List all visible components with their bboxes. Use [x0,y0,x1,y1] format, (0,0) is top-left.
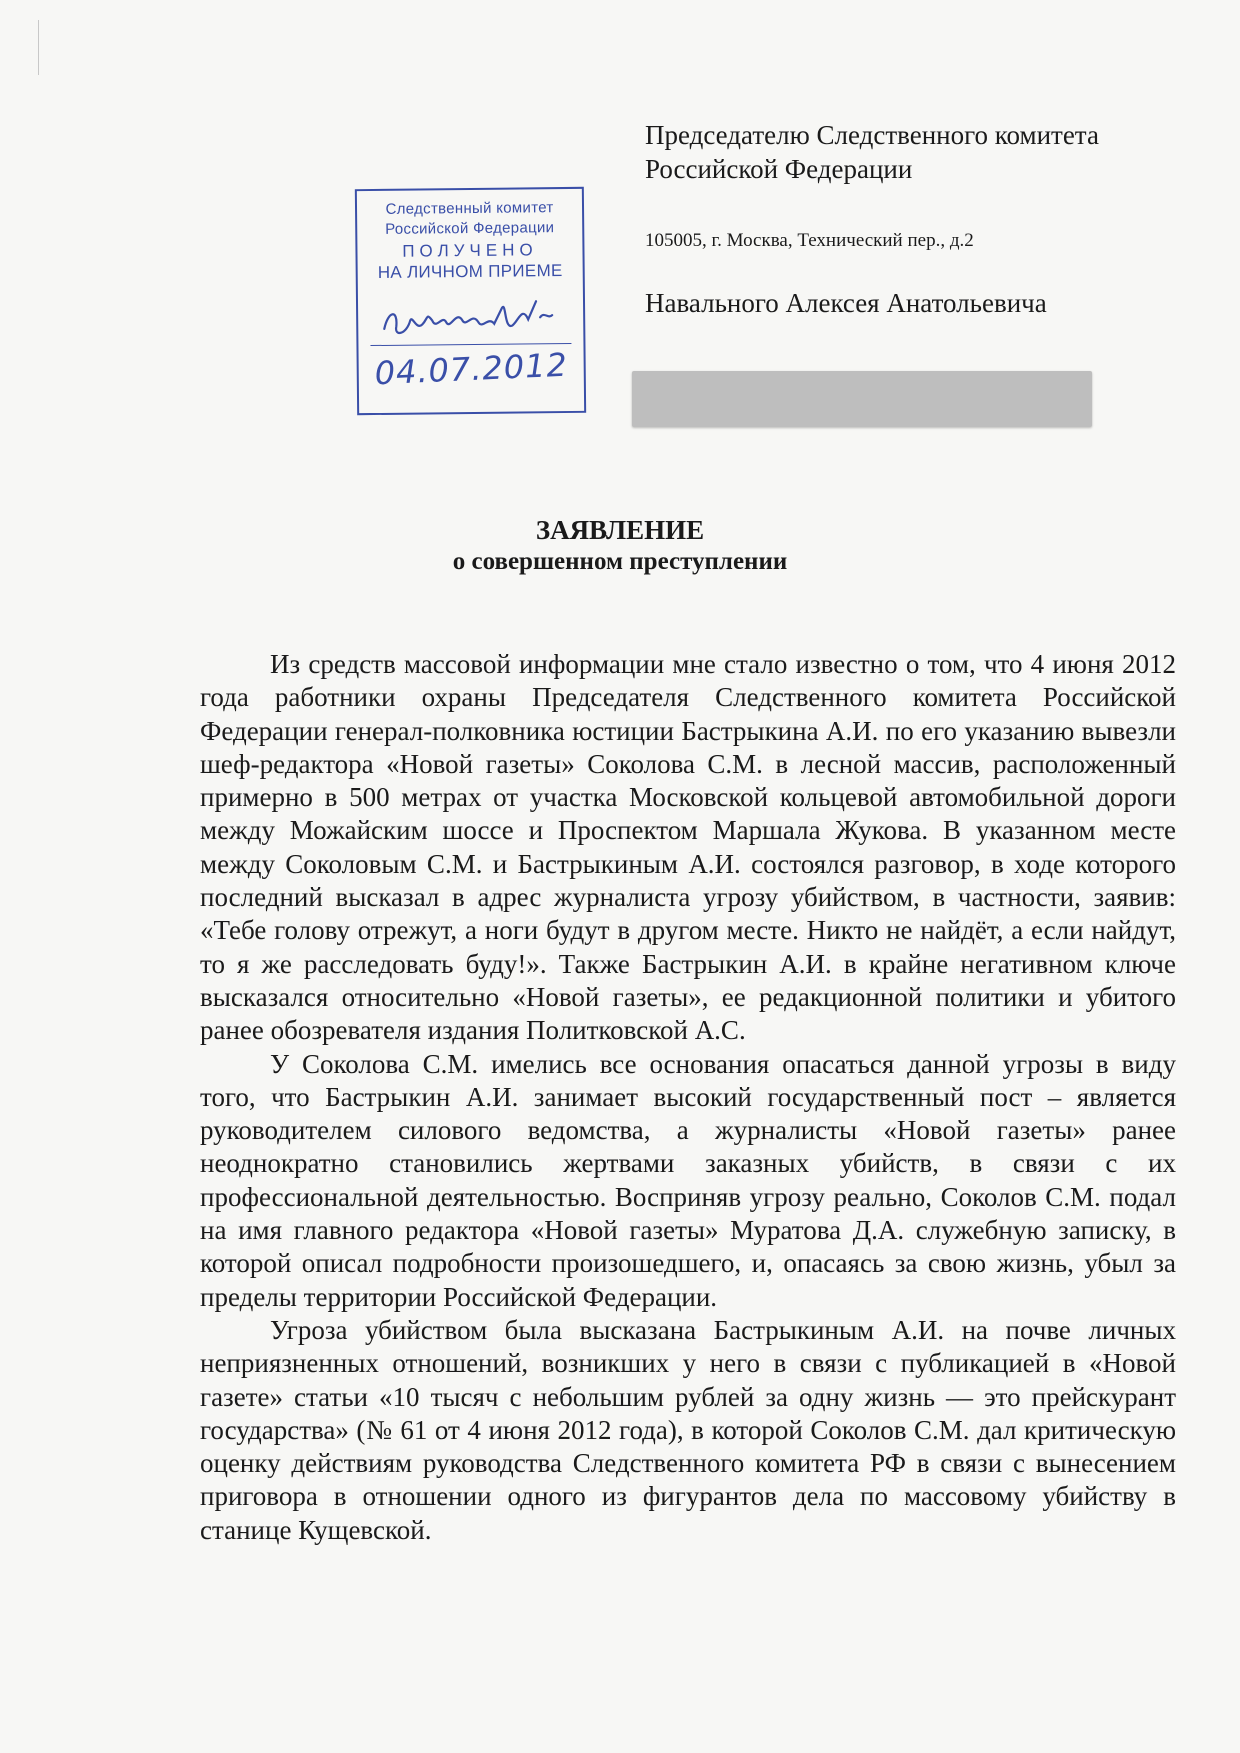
paragraph-3: Угроза убийством была высказана Бастрыкиным А.И. на почве личных неприязненных отношений, возникших у него в связи с публикацией в «Новой газете» статьи «10 тысяч с небольшим рублей за одну жизнь — это прейскурант государства» (№ 61 от 4 июня 2012 года), в которой Соколов С.М. дал критическую оценку действиям руководства Следственного комитета РФ в связи с вынесением приговора в отношении одного из фигурантов дела по массовому убийству в станице Кущевской. [200,1314,1176,1545]
stamp-date: 04.07.2012 [373,345,569,393]
document-subtitle: о совершенном преступлении [452,548,788,575]
document-title: ЗАЯВЛЕНИЕ [535,515,705,545]
recipient-line-1: Председателю Следственного комитета [645,120,1099,150]
paragraph-2: У Соколова С.М. имелись все основания опасаться данной угрозы в виду того, что Бастрыкин А.И. занимает высокий государственный пост – является руководителем силового ведомства, а журналисты «Новой газеты» ранее неоднократно становились жертвами заказных убийств, в связи с их профессиональной деятельностью. Восприняв угрозу реально, Соколов С.М. подал на имя главного редактора «Новой газеты» Муратова Д.А. служебную записку, в которой описал подробности произошедшего, и, опасаясь за свою жизнь, убыл за пределы территории Российской Федерации. [200,1048,1176,1312]
statement-body [200,648,1176,1547]
recipient-address: 105005, г. Москва, Технический пер., д.2 [645,230,974,251]
sender-name: Навального Алексея Анатольевича [645,288,1047,318]
paragraph-1: Из средств массовой информации мне стало известно о том, что 4 июня 2012 года работники охраны Председателя Следственного комитета Российской Федерации генерал-полковника юстиции Бастрыкина А.И. по его указанию вывезли шеф-редактора «Новой газеты» Соколова С.М. в лесной массив, расположенный примерно в 500 метрах от участка Московской кольцевой автомобильной дороги между Можайским шоссе и Проспектом Маршала Жукова. В указанном месте между Соколовым С.М. и Бастрыкиным А.И. состоялся разговор, в ходе которого последний высказал в адрес журналиста угрозу убийством, в частности, заявив: «Тебе голову отрежут, а ноги будут в другом месте. Никто не найдёт, а если найдут, то я же расследовать буду!». Также Бастрыкин А.И. в крайне негативном ключе высказался относительно «Новой газеты», ее редакционной политики и убитого ранее обозревателя издания Политковской А.С. [200,649,1176,1046]
stamp-line-2: Российской Федерации [385,219,555,238]
received-stamp [355,187,586,415]
stamp-line-1: Следственный комитет [385,199,554,218]
stamp-line-3: ПОЛУЧЕНО [402,240,538,261]
recipient-line-2: Российской Федерации [645,154,913,184]
stamp-signature [376,289,567,346]
redacted-address-box [632,371,1092,427]
stamp-line-4: НА ЛИЧНОМ ПРИЕМЕ [377,261,563,282]
addressee-block [645,118,1185,389]
document-title-block [0,514,1240,578]
